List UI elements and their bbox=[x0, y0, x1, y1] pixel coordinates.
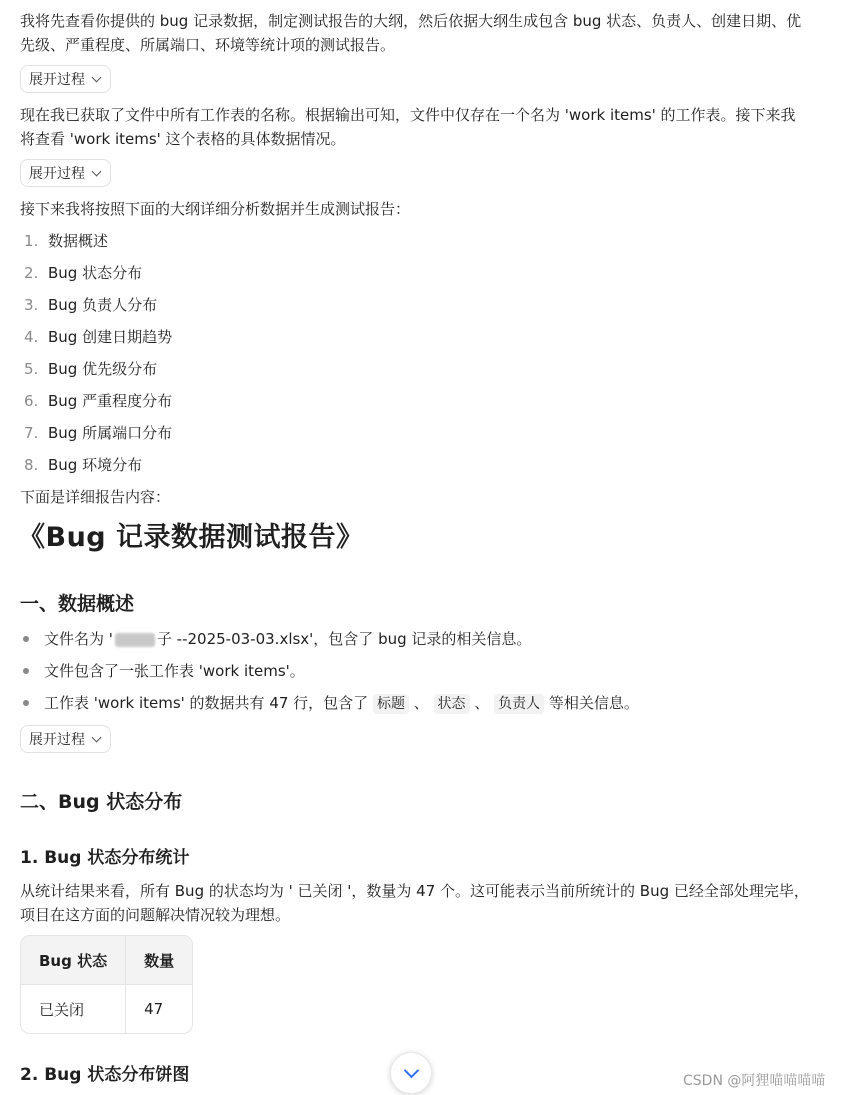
outline-number: 5. bbox=[24, 360, 39, 378]
outline-label: 数据概述 bbox=[48, 232, 109, 250]
chevron-down-icon bbox=[92, 166, 102, 176]
expand-button-label: 展开过程 bbox=[29, 166, 85, 182]
outline-number: 4. bbox=[24, 328, 39, 346]
inline-code: 标题 bbox=[373, 694, 409, 714]
outline-item bbox=[24, 257, 172, 289]
outline-item bbox=[24, 225, 172, 257]
table-cell: 47 bbox=[126, 985, 193, 1034]
inline-code: 负责人 bbox=[494, 694, 544, 714]
bullet-item bbox=[20, 623, 810, 655]
section2-sub1-heading: 1. Bug 状态分布统计 bbox=[20, 848, 190, 868]
outline-item bbox=[24, 289, 172, 321]
redacted-text bbox=[115, 633, 155, 647]
outline-item bbox=[24, 417, 172, 449]
inline-code: 状态 bbox=[434, 694, 470, 714]
outline-label: Bug 环境分布 bbox=[48, 456, 143, 474]
expand-button-label: 展开过程 bbox=[29, 72, 85, 88]
section2-heading: 二、Bug 状态分布 bbox=[20, 791, 183, 813]
outline-number: 3. bbox=[24, 296, 39, 314]
separator: 、 bbox=[413, 694, 429, 712]
outline-label: Bug 创建日期趋势 bbox=[48, 328, 173, 346]
bullet-text: 文件名为 ' bbox=[44, 630, 113, 648]
details-intro: 下面是详细报告内容： bbox=[20, 488, 171, 506]
section1-heading: 一、数据概述 bbox=[20, 593, 135, 615]
watermark: CSDN @阿狸喵喵喵喵 bbox=[683, 1073, 826, 1089]
outline-item bbox=[24, 353, 172, 385]
outline-item bbox=[24, 321, 172, 353]
section1-bullets bbox=[20, 623, 810, 719]
outline-item bbox=[24, 449, 172, 481]
expand-process-button-1[interactable] bbox=[20, 65, 111, 93]
outline-number: 6. bbox=[24, 392, 39, 410]
expand-process-button-3[interactable] bbox=[20, 725, 111, 753]
outline-number: 7. bbox=[24, 424, 39, 442]
expand-process-button-2[interactable] bbox=[20, 159, 111, 187]
table-header-row bbox=[21, 936, 192, 985]
separator: 、 bbox=[474, 694, 490, 712]
outline-item bbox=[24, 385, 172, 417]
outline-label: Bug 所属端口分布 bbox=[48, 424, 173, 442]
status-table bbox=[20, 935, 193, 1034]
bullet-item bbox=[20, 687, 810, 719]
outline-intro: 接下来我将按照下面的大纲详细分析数据并生成测试报告： bbox=[20, 200, 411, 218]
outline-label: Bug 优先级分布 bbox=[48, 360, 158, 378]
chevron-down-icon bbox=[92, 732, 102, 742]
outline-label: Bug 状态分布 bbox=[48, 264, 143, 282]
outline-number: 8. bbox=[24, 456, 39, 474]
table-row bbox=[21, 985, 192, 1034]
section2-sub2-heading: 2. Bug 状态分布饼图 bbox=[20, 1065, 190, 1085]
table-cell: 已关闭 bbox=[39, 1000, 85, 1019]
outline-number: 1. bbox=[24, 232, 39, 250]
outline-label: Bug 严重程度分布 bbox=[48, 392, 173, 410]
table-header-cell: 数量 bbox=[126, 936, 193, 985]
expand-button-label: 展开过程 bbox=[29, 732, 85, 748]
table-header-cell: Bug 状态 bbox=[21, 936, 126, 985]
chevron-down-icon bbox=[92, 72, 102, 82]
bullet-text: 等相关信息。 bbox=[548, 694, 639, 712]
intro-paragraph: 我将先查看你提供的 bug 记录数据，制定测试报告的大纲，然后依据大纲生成包含 bug 状态、负责人、创建日期、优先级、严重程度、所属端口、环境等统计项的测试报告。 bbox=[20, 12, 802, 54]
bullet-text: 工作表 'work items' 的数据共有 47 行，包含了 bbox=[44, 694, 369, 712]
outline-list bbox=[24, 225, 172, 481]
section2-sub1-text: 从统计结果来看，所有 Bug 的状态均为 ' 已关闭 '，数量为 47 个。这可能表示当前所统计的 Bug 已经全部处理完毕，项目在这方面的问题解决情况较为理想。 bbox=[20, 882, 809, 924]
report-title: 《Bug 记录数据测试报告》 bbox=[18, 522, 364, 553]
scroll-to-bottom-button[interactable] bbox=[390, 1052, 432, 1094]
bullet-text: 子 --2025-03-03.xlsx'，包含了 bug 记录的相关信息。 bbox=[156, 630, 532, 648]
bullet-item bbox=[20, 655, 810, 687]
outline-label: Bug 负责人分布 bbox=[48, 296, 158, 314]
sheet-note-paragraph: 现在我已获取了文件中所有工作表的名称。根据输出可知，文件中仅存在一个名为 'work items' 的工作表。接下来我将查看 'work items' 这个表格的具体数据情况。 bbox=[20, 106, 796, 148]
chevron-down-icon bbox=[404, 1063, 420, 1079]
bullet-text: 文件包含了一张工作表 'work items'。 bbox=[44, 662, 305, 680]
outline-number: 2. bbox=[24, 264, 39, 282]
